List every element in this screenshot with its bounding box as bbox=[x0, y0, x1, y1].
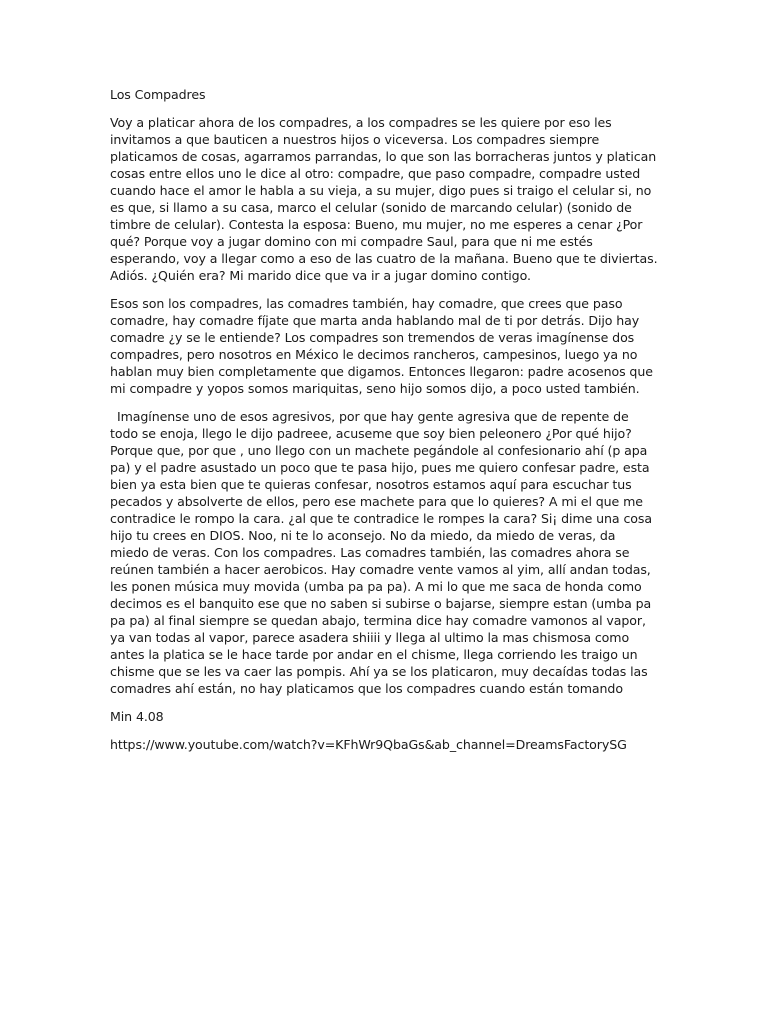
document-title: Los Compadres bbox=[110, 87, 206, 102]
document-page bbox=[110, 86, 658, 753]
paragraph-3: Imagínense uno de esos agresivos, por que hay gente agresiva que de repente de todo se enoja, llego le dijo padreee, acuseme que soy bien peleonero ¿Por qué hijo? Porque que, por que , uno llego con un machete pegándole al confesionario ahí (p apa pa) y el padre asustado un poco que te pasa hijo, pues me quiero confesar padre, esta bien ya esta bien que te quieras confesar, nosotros estamos aquí para escuchar tus pecados y absolverte de ellos, pero ese machete para que lo quieres? A mi el que me contradice le rompo la cara. ¿al que te contradice le rompes la cara? Si¡ dime una cosa hijo tu crees en DIOS. Noo, ni te lo aconsejo. No da miedo, da miedo de veras, da miedo de veras. Con los compadres. Las comadres también, las comadres ahora se reúnen también a hacer aerobicos. Hay comadre vente vamos al yim, allí andan todas, les ponen música muy movida (umba pa pa pa). A mi lo que me saca de honda como decimos es el banquito ese que no saben si subirse o bajarse, siempre estan (umba pa pa pa) al final siempre se quedan abajo, termina dice hay comadre vamonos al vapor, ya van todas al vapor, parece asadera shiiii y llega al ultimo la mas chismosa como antes la platica se le hace tarde por andar en el chisme, llega corriendo les traigo un chisme que se les va caer las pompis. Ahí ya se los platicaron, muy decaídas todas las comadres ahí están, no hay platicamos que los compadres cuando están tomando bbox=[110, 409, 652, 696]
paragraph-2: Esos son los compadres, las comadres también, hay comadre, que crees que paso comadre, hay comadre fíjate que marta anda hablando mal de ti por detrás. Dijo hay comadre ¿y se le entiende? Los compadres son tremendos de veras imagínense dos compadres, pero nosotros en México le decimos rancheros, campesinos, luego ya no hablan muy bien completamente que digamos. Entonces llegaron: padre acosenos que mi compadre y yopos somos mariquitas, seno hijo somos dijo, a poco usted también. bbox=[110, 296, 653, 396]
video-link[interactable]: https://www.youtube.com/watch?v=KFhWr9QbaGs&ab_channel=DreamsFactorySG bbox=[110, 737, 627, 752]
timestamp-note: Min 4.08 bbox=[110, 709, 164, 724]
paragraph-1: Voy a platicar ahora de los compadres, a los compadres se les quiere por eso les invitamos a que bauticen a nuestros hijos o viceversa. Los compadres siempre platicamos de cosas, agarramos parrandas, lo que son las borracheras juntos y platican cosas entre ellos uno le dice al otro: compadre, que paso compadre, compadre usted cuando hace el amor le habla a su vieja, a su mujer, digo pues si traigo el celular si, no es que, si llamo a su casa, marco el celular (sonido de marcando celular) (sonido de timbre de celular). Contesta la esposa: Bueno, mu mujer, no me esperes a cenar ¿Por qué? Porque voy a jugar domino con mi compadre Saul, para que ni me estés esperando, voy a llegar como a eso de las cuatro de la mañana. Bueno que te diviertas. Adiós. ¿Quién era? Mi marido dice que va ir a jugar domino contigo. bbox=[110, 115, 658, 283]
